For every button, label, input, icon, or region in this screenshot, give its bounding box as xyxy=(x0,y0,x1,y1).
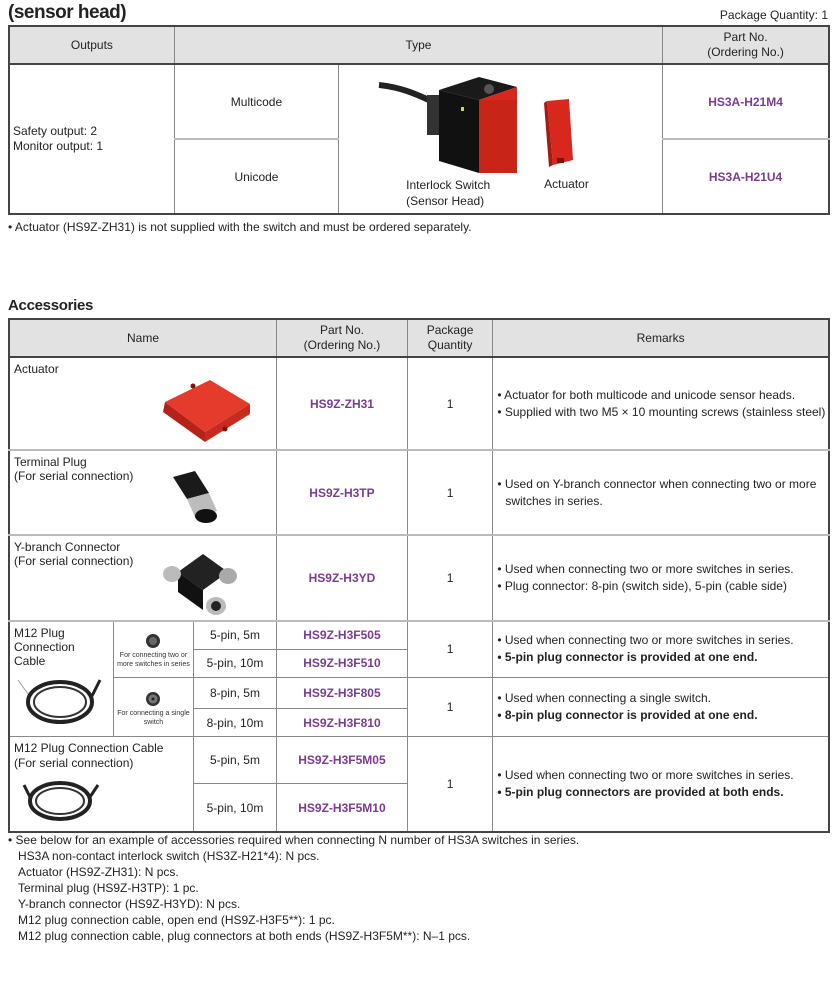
qty-y-branch: 1 xyxy=(407,535,492,621)
part-no-actuator: HS9Z-ZH31 xyxy=(277,357,408,450)
accessories-table xyxy=(8,318,830,833)
name-m12-cable: M12 Plug Connection Cable xyxy=(9,621,114,737)
header-name: Name xyxy=(9,319,277,357)
header-outputs: Outputs xyxy=(9,26,174,64)
m12-8pin-group: For connecting a single switch xyxy=(114,677,194,737)
product-image-cell xyxy=(339,64,663,214)
part-no-5pin-10m: HS9Z-H3F510 xyxy=(277,649,408,677)
header-part-no: Part No. (Ordering No.) xyxy=(277,319,408,357)
part-no-serial-5m: HS9Z-H3F5M05 xyxy=(277,737,408,784)
part-no-y-branch: HS9Z-H3YD xyxy=(277,535,408,621)
actuator-caption: Actuator xyxy=(544,177,589,191)
spec-8pin-10m: 8-pin, 10m xyxy=(193,709,276,737)
terminal-plug-image xyxy=(165,467,225,527)
qty-m12-serial: 1 xyxy=(407,737,492,833)
spec-8pin-5m: 8-pin, 5m xyxy=(193,677,276,709)
header-remarks: Remarks xyxy=(493,319,829,357)
section-title: (sensor head) xyxy=(8,2,127,23)
sensor-head-table xyxy=(8,25,830,215)
table-row-terminal-plug xyxy=(9,450,829,535)
accessories-notes: • See below for an example of accessories required when connecting N number of HS3A switches in series. HS3A non-contact interlock switch (HS3Z-H21*4): N pcs. Actuator (HS9Z-ZH31): N pcs. Terminal plug (HS9Z-H3TP): 1 pc. Y-branch connector (HS9Z-H3YD): N pcs. M12 plug connection cable, open end (HS9Z-H3F5**): 1 pc. M12 plug connection cable, plug connectors at both ends (HS9Z-H3F5M**): N–1 pcs. xyxy=(8,833,580,943)
part-no-8pin-5m: HS9Z-H3F805 xyxy=(277,677,408,709)
remarks-m12-5pin: • Used when connecting two or more switches in series. • 5-pin plug connector is provided at one end. xyxy=(493,621,829,677)
table-row-y-branch xyxy=(9,535,829,621)
part-no-unicode: HS3A-H21U4 xyxy=(663,139,829,214)
spec-5pin-5m: 5-pin, 5m xyxy=(193,621,276,649)
remarks-y-branch: • Used when connecting two or more switches in series. • Plug connector: 8-pin (switch side), 5-pin (cable side) xyxy=(493,535,829,621)
qty-actuator: 1 xyxy=(407,357,492,450)
name-terminal-plug: Terminal Plug (For serial connection) xyxy=(9,450,277,535)
remarks-m12-8pin: • Used when connecting a single switch. • 8-pin plug connector is provided at one end. xyxy=(493,677,829,737)
type-multicode: Multicode xyxy=(174,64,338,139)
part-no-multicode: HS3A-H21M4 xyxy=(663,64,829,139)
spec-serial-10m: 5-pin, 10m xyxy=(193,784,276,832)
package-quantity: Package Quantity: 1 xyxy=(719,8,828,22)
8pin-connector-icon xyxy=(145,691,161,707)
sensor-note: • Actuator (HS9Z-ZH31) is not supplied with the switch and must be ordered separately. xyxy=(8,220,472,234)
type-unicode: Unicode xyxy=(174,139,338,214)
part-no-5pin-5m: HS9Z-H3F505 xyxy=(277,621,408,649)
5pin-connector-icon xyxy=(145,633,161,649)
interlock-switch-image xyxy=(339,65,661,213)
outputs-cell: Safety output: 2 Monitor output: 1 xyxy=(9,64,174,214)
table-row-actuator xyxy=(9,357,829,450)
qty-m12-5pin: 1 xyxy=(407,621,492,677)
qty-m12-8pin: 1 xyxy=(407,677,492,737)
accessories-title: Accessories xyxy=(8,297,94,314)
remarks-m12-serial: • Used when connecting two or more switches in series. • 5-pin plug connectors are provided at both ends. xyxy=(493,737,829,833)
remarks-actuator: • Actuator for both multicode and unicode sensor heads. • Supplied with two M5 × 10 mounting screws (stainless steel) xyxy=(493,357,829,450)
spec-serial-5m: 5-pin, 5m xyxy=(193,737,276,784)
m12-cable-image xyxy=(14,672,109,732)
part-no-serial-10m: HS9Z-H3F5M10 xyxy=(277,784,408,832)
switch-caption: Interlock Switch (Sensor Head) xyxy=(406,178,491,208)
header-type: Type xyxy=(174,26,662,64)
name-actuator: Actuator xyxy=(9,357,277,450)
name-m12-serial: M12 Plug Connection Cable (For serial connection) xyxy=(9,737,193,833)
table-row-m12-8pin-5m xyxy=(9,677,829,709)
spec-5pin-10m: 5-pin, 10m xyxy=(193,649,276,677)
m12-serial-cable-image xyxy=(14,777,109,827)
m12-5pin-group: For connecting two or more switches in series xyxy=(114,621,194,677)
header-package-qty: Package Quantity xyxy=(407,319,492,357)
part-no-terminal-plug: HS9Z-H3TP xyxy=(277,450,408,535)
actuator-image xyxy=(155,374,255,444)
y-branch-image xyxy=(158,544,238,619)
name-y-branch: Y-branch Connector (For serial connection) xyxy=(9,535,277,621)
remarks-terminal-plug: • Used on Y-branch connector when connecting two or more switches in series. xyxy=(493,450,829,535)
part-no-8pin-10m: HS9Z-H3F810 xyxy=(277,709,408,737)
qty-terminal-plug: 1 xyxy=(407,450,492,535)
table-row-m12-5pin-5m xyxy=(9,621,829,649)
header-part-no: Part No. (Ordering No.) xyxy=(663,26,829,64)
table-row-m12-serial-5m xyxy=(9,737,829,784)
